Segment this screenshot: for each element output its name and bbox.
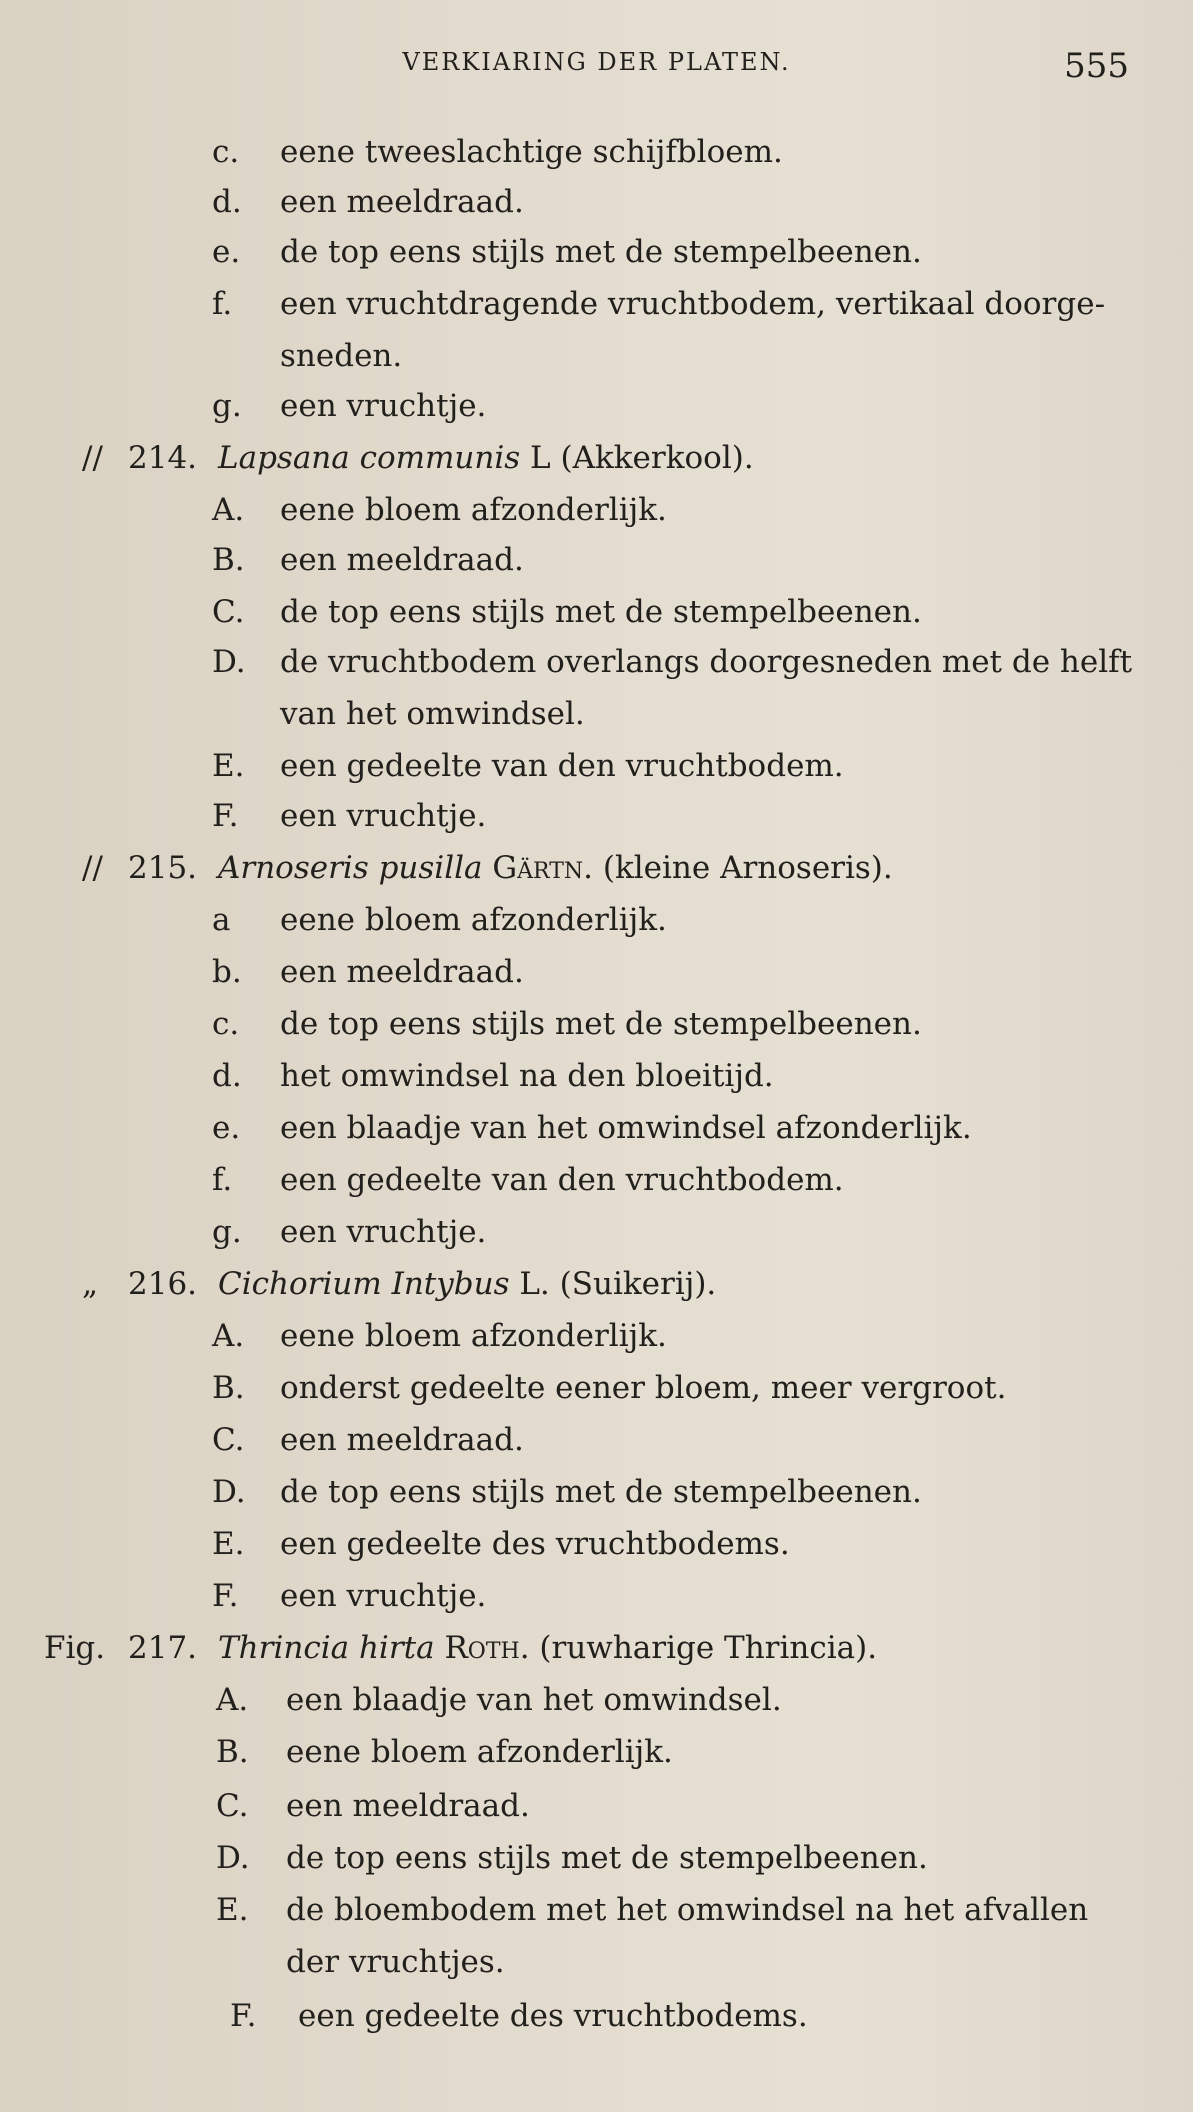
section-heading (82, 438, 754, 478)
common-name: (Akkerkool). (560, 440, 754, 476)
item-text: eene bloem afzonderlijk. (280, 902, 667, 938)
item-label: f. (212, 1162, 233, 1198)
item-text: een meeldraad. (280, 542, 524, 578)
item-label: A. (212, 492, 245, 528)
ditto-mark: // (82, 850, 103, 886)
item-label: g. (212, 1214, 242, 1250)
item-text: een vruchtje. (280, 1578, 487, 1614)
ditto-mark: // (82, 440, 103, 476)
species-author: Roth. (444, 1630, 530, 1666)
common-name: (ruwharige Thrincia). (539, 1630, 878, 1666)
figure-number: 214. (128, 440, 198, 476)
item-text: een gedeelte des vruchtbodems. (298, 1998, 808, 2034)
item-label: E. (212, 748, 245, 784)
item-label: A. (212, 1318, 245, 1354)
species-name: Cichorium Intybus (218, 1266, 510, 1302)
item-label: d. (212, 1058, 242, 1094)
species-name: Lapsana communis (218, 440, 521, 476)
item-label: E. (216, 1892, 249, 1928)
running-header: VERKIARING DER PLATEN. (402, 48, 791, 76)
ditto-mark: „ (82, 1266, 99, 1302)
item-label: E. (212, 1526, 245, 1562)
item-text: eene bloem afzonderlijk. (280, 492, 667, 528)
item-text: eene bloem afzonderlijk. (286, 1734, 673, 1770)
section-heading (44, 1628, 878, 1668)
item-label: a (212, 902, 231, 938)
item-label: e. (212, 234, 241, 270)
item-text: de top eens stijls met de stempelbeenen. (280, 1006, 922, 1042)
item-text: onderst gedeelte eener bloem, meer vergroot. (280, 1370, 1007, 1406)
species-author: L (530, 440, 551, 476)
item-text: de bloembodem met het omwindsel na het afvallen (286, 1892, 1089, 1928)
item-label: A. (216, 1682, 249, 1718)
item-continuation: der vruchtjes. (286, 1944, 505, 1980)
item-text: een meeldraad. (280, 1422, 524, 1458)
item-label: f. (212, 286, 233, 322)
common-name: (kleine Arnoseris). (602, 850, 893, 886)
item-text: een gedeelte van den vruchtbodem. (280, 748, 844, 784)
item-text: de top eens stijls met de stempelbeenen. (280, 594, 922, 630)
section-heading (82, 1264, 717, 1304)
species-author: Gärtn. (492, 850, 593, 886)
item-label: D. (212, 1474, 246, 1510)
item-label: d. (212, 184, 242, 220)
item-label: D. (216, 1840, 250, 1876)
item-text: eene tweeslachtige schijfbloem. (280, 134, 783, 170)
item-text: de top eens stijls met de stempelbeenen. (280, 1474, 922, 1510)
item-text: eene bloem afzonderlijk. (280, 1318, 667, 1354)
item-label: e. (212, 1110, 241, 1146)
item-text: het omwindsel na den bloeitijd. (280, 1058, 774, 1094)
item-label: B. (212, 542, 245, 578)
item-label: b. (212, 954, 242, 990)
figure-number: 215. (128, 850, 198, 886)
item-label: C. (212, 1422, 245, 1458)
item-text: een vruchtje. (280, 1214, 487, 1250)
item-text: een blaadje van het omwindsel afzonderlijk. (280, 1110, 972, 1146)
item-text: een meeldraad. (280, 184, 524, 220)
section-heading (82, 848, 893, 888)
item-text: een meeldraad. (280, 954, 524, 990)
figure-number: 216. (128, 1266, 198, 1302)
item-continuation: sneden. (280, 338, 403, 374)
item-label: F. (212, 1578, 239, 1614)
item-label: B. (216, 1734, 249, 1770)
species-name: Arnoseris pusilla (218, 850, 483, 886)
item-text: een meeldraad. (286, 1788, 530, 1824)
item-text: de vruchtbodem overlangs doorgesneden met de helft (280, 644, 1133, 680)
item-label: c. (212, 134, 240, 170)
item-label: B. (212, 1370, 245, 1406)
item-text: een gedeelte des vruchtbodems. (280, 1526, 790, 1562)
figure-number: 217. (128, 1630, 198, 1666)
species-author: L. (519, 1266, 550, 1302)
item-label: D. (212, 644, 246, 680)
item-text: de top eens stijls met de stempelbeenen. (286, 1840, 928, 1876)
common-name: (Suikerij). (559, 1266, 717, 1302)
species-name: Thrincia hirta (218, 1630, 435, 1666)
item-text: een vruchtdragende vruchtbodem, vertikaal doorge- (280, 286, 1106, 322)
item-label: C. (216, 1788, 249, 1824)
item-text: een blaadje van het omwindsel. (286, 1682, 782, 1718)
item-text: een gedeelte van den vruchtbodem. (280, 1162, 844, 1198)
item-label: F. (230, 1998, 257, 2034)
item-text: de top eens stijls met de stempelbeenen. (280, 234, 922, 270)
item-label: g. (212, 388, 242, 424)
item-label: F. (212, 798, 239, 834)
item-text: een vruchtje. (280, 798, 487, 834)
item-text: een vruchtje. (280, 388, 487, 424)
fig-prefix: Fig. (44, 1630, 106, 1666)
item-continuation: van het omwindsel. (280, 696, 585, 732)
page-number: 555 (1064, 46, 1129, 86)
item-label: c. (212, 1006, 240, 1042)
item-label: C. (212, 594, 245, 630)
